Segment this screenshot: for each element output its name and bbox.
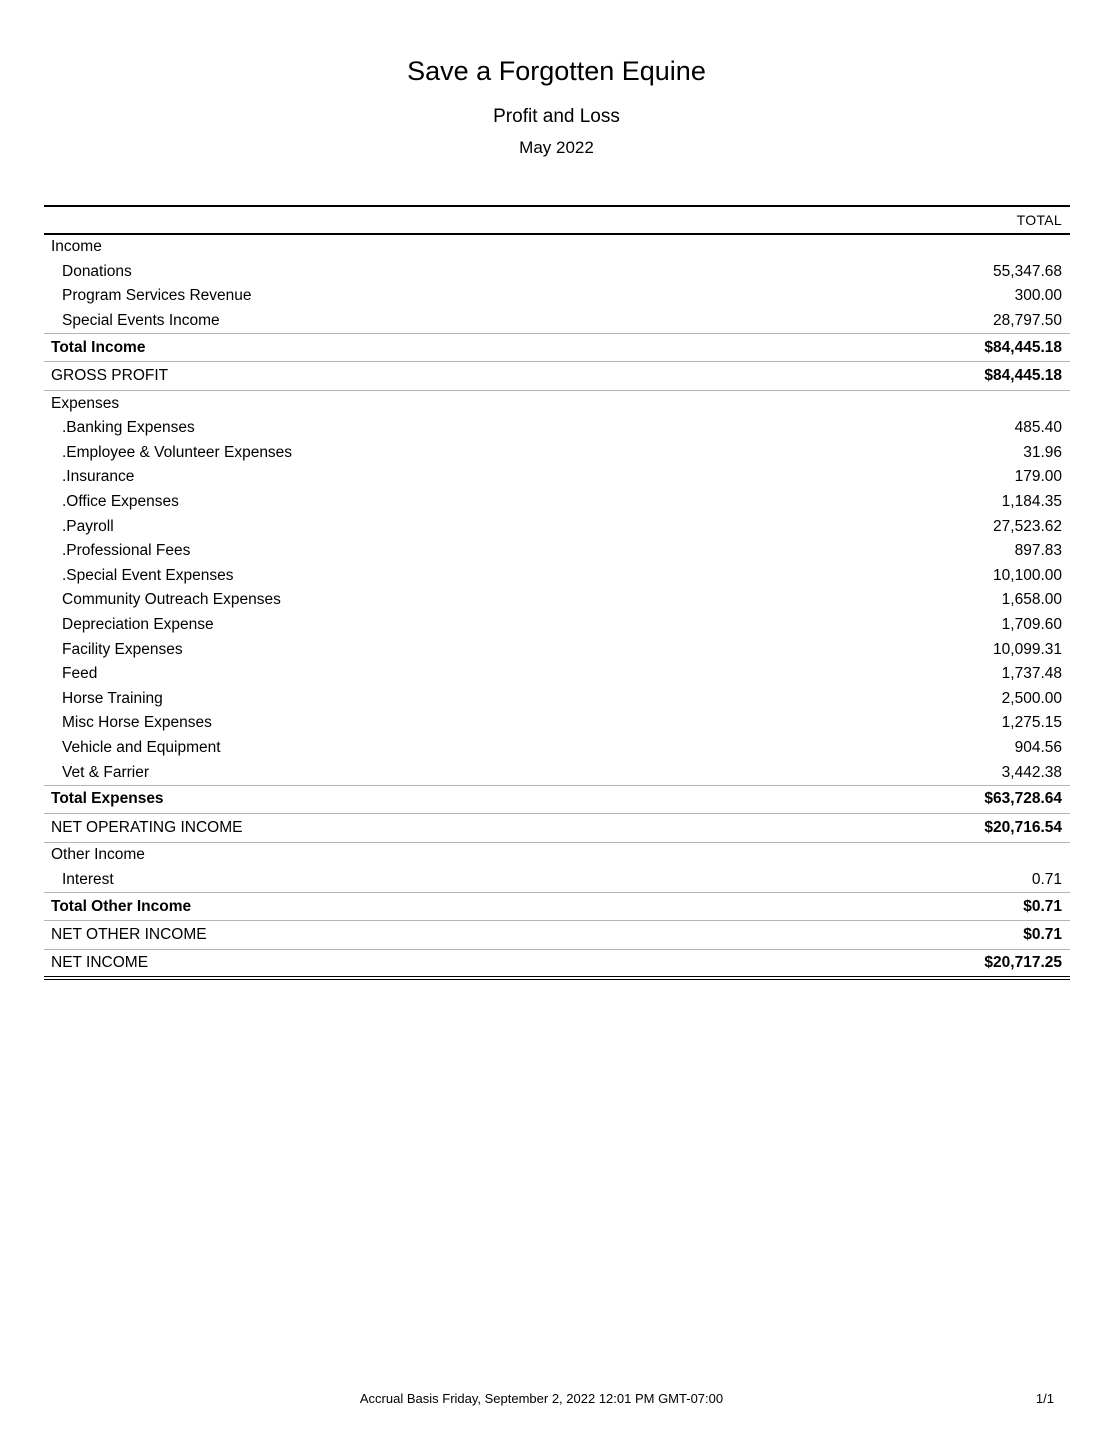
summary-amount: $84,445.18 xyxy=(984,367,1062,385)
total-other-income-row xyxy=(44,892,1070,921)
section-label: Income xyxy=(51,238,102,256)
table-row xyxy=(44,260,1070,285)
row-amount: 2,500.00 xyxy=(1001,689,1062,707)
row-amount: 897.83 xyxy=(1014,542,1062,560)
row-amount: 1,709.60 xyxy=(1001,616,1062,634)
gross-profit-row xyxy=(44,362,1070,391)
row-label: .Payroll xyxy=(62,517,114,535)
row-label: Feed xyxy=(62,665,98,683)
section-label: Other Income xyxy=(51,846,145,864)
row-amount: 904.56 xyxy=(1014,738,1062,756)
profit-loss-table xyxy=(44,205,1070,980)
row-label: .Office Expenses xyxy=(62,493,179,511)
row-amount: 27,523.62 xyxy=(993,517,1062,535)
net-other-income-row xyxy=(44,921,1070,950)
company-name: Save a Forgotten Equine xyxy=(407,56,706,86)
row-amount: 1,184.35 xyxy=(1001,493,1062,511)
row-amount: 3,442.38 xyxy=(1001,763,1062,781)
table-row xyxy=(44,736,1070,761)
row-label: .Employee & Volunteer Expenses xyxy=(62,443,293,461)
table-row xyxy=(44,711,1070,736)
summary-label: NET INCOME xyxy=(51,954,149,972)
summary-amount: $0.71 xyxy=(1023,926,1062,944)
summary-label: NET OPERATING INCOME xyxy=(51,818,243,836)
row-label: .Special Event Expenses xyxy=(62,566,234,584)
row-label: .Professional Fees xyxy=(62,542,191,560)
row-label: Vehicle and Equipment xyxy=(62,738,221,756)
table-row xyxy=(44,309,1070,334)
table-row xyxy=(44,284,1070,309)
row-amount: 31.96 xyxy=(1023,443,1062,461)
row-label: Horse Training xyxy=(62,689,163,707)
row-amount: 1,737.48 xyxy=(1001,665,1062,683)
row-label: Depreciation Expense xyxy=(62,616,214,634)
total-label: Total Other Income xyxy=(51,897,192,915)
row-label: Misc Horse Expenses xyxy=(62,714,212,732)
table-row xyxy=(44,662,1070,687)
row-amount: 10,099.31 xyxy=(993,640,1062,658)
table-row xyxy=(44,637,1070,662)
footer-basis-timestamp: Accrual Basis Friday, September 2, 2022 12:01 PM GMT-07:00 xyxy=(359,1391,724,1406)
section-header-expenses xyxy=(44,391,1070,416)
total-amount: $0.71 xyxy=(1023,897,1062,915)
row-label: Facility Expenses xyxy=(62,640,183,658)
total-label: Total Income xyxy=(51,338,146,356)
section-header-other-income xyxy=(44,843,1070,868)
summary-amount: $20,717.25 xyxy=(984,954,1062,972)
row-label: Interest xyxy=(62,870,114,888)
report-period: May 2022 xyxy=(519,138,594,157)
row-amount: 55,347.68 xyxy=(993,262,1062,280)
summary-label: GROSS PROFIT xyxy=(51,367,169,385)
total-expenses-row xyxy=(44,785,1070,814)
row-label: .Banking Expenses xyxy=(62,419,195,437)
total-amount: $63,728.64 xyxy=(984,790,1062,808)
row-label: Vet & Farrier xyxy=(62,763,149,781)
total-label: Total Expenses xyxy=(51,790,164,808)
total-amount: $84,445.18 xyxy=(984,338,1062,356)
row-amount: 485.40 xyxy=(1014,419,1062,437)
column-header xyxy=(44,207,1070,235)
section-label: Expenses xyxy=(51,394,120,412)
table-row xyxy=(44,867,1070,892)
row-label: Program Services Revenue xyxy=(62,287,252,305)
net-operating-income-row xyxy=(44,814,1070,843)
table-row xyxy=(44,514,1070,539)
row-amount: 179.00 xyxy=(1014,468,1062,486)
table-row xyxy=(44,539,1070,564)
table-row xyxy=(44,465,1070,490)
table-row xyxy=(44,416,1070,441)
table-row xyxy=(44,564,1070,589)
section-header-income xyxy=(44,235,1070,260)
row-amount: 10,100.00 xyxy=(993,566,1062,584)
table-row xyxy=(44,687,1070,712)
table-row xyxy=(44,441,1070,466)
row-label: Donations xyxy=(62,262,132,280)
row-amount: 28,797.50 xyxy=(993,312,1062,330)
row-amount: 1,658.00 xyxy=(1001,591,1062,609)
net-income-row xyxy=(44,950,1070,980)
summary-label: NET OTHER INCOME xyxy=(51,926,207,944)
row-label: Special Events Income xyxy=(62,312,220,330)
table-row xyxy=(44,588,1070,613)
row-amount: 0.71 xyxy=(1031,870,1062,888)
table-row xyxy=(44,613,1070,638)
total-income-row xyxy=(44,333,1070,362)
summary-amount: $20,716.54 xyxy=(984,818,1062,836)
row-amount: 1,275.15 xyxy=(1001,714,1062,732)
page-number: 1/1 xyxy=(1035,1391,1054,1406)
table-row xyxy=(44,760,1070,785)
row-label: Community Outreach Expenses xyxy=(62,591,281,609)
column-header-total: TOTAL xyxy=(1016,212,1062,228)
row-amount: 300.00 xyxy=(1014,287,1062,305)
row-label: .Insurance xyxy=(62,468,135,486)
table-row xyxy=(44,490,1070,515)
report-title: Profit and Loss xyxy=(493,106,620,127)
